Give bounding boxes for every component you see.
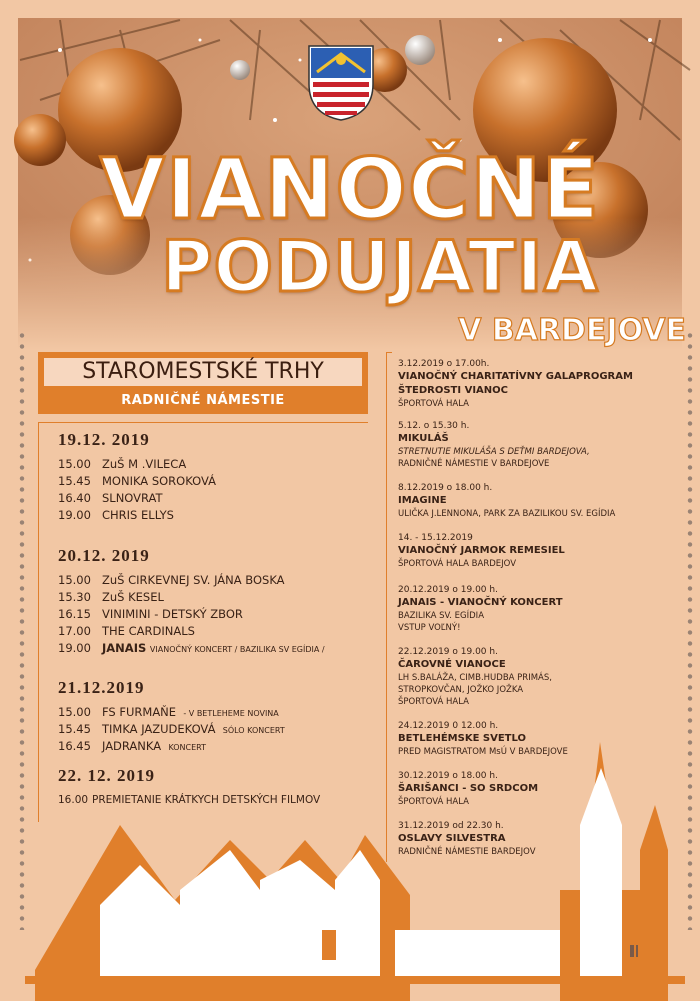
schedule-row — [58, 606, 325, 623]
event-name: MONIKA SOROKOVÁ — [102, 474, 216, 488]
event-time: 15.00 — [58, 705, 91, 719]
day-block — [58, 546, 325, 657]
title-line-2: PODUJATIA — [161, 226, 599, 308]
event-time: 15.45 — [58, 722, 91, 736]
town-skyline-illustration — [0, 730, 700, 1001]
event-when: 20.12.2019 o 19.00 h. — [398, 585, 498, 595]
event-note: SÓLO KONCERT — [222, 726, 285, 735]
bardejov-coat-of-arms — [305, 42, 377, 122]
event-item — [398, 358, 678, 410]
event-item — [398, 584, 678, 634]
event-when: 22.12.2019 o 19.00 h. — [398, 647, 498, 657]
event-time: 15.00 — [58, 457, 91, 471]
event-name: TIMKA JAZUDEKOVÁ — [102, 722, 216, 736]
event-note: - V BETLEHEME NOVINA — [183, 709, 279, 718]
event-when: 5.12. o 15.30 h. — [398, 421, 470, 431]
event-where: STRETNUTIE MIKULÁŠA S DEŤMI BARDEJOVA, — [398, 447, 590, 457]
event-where: BAZILIKA SV. EGÍDIA — [398, 611, 485, 621]
event-where-2: VSTUP VOĽNÝ! — [398, 623, 461, 633]
event-where-2: RADNIČNÉ NÁMESTIE V BARDEJOVE — [398, 459, 550, 469]
schedule-row — [58, 490, 216, 507]
schedule-row — [58, 456, 216, 473]
event-where-2: STROPKOVČAN, JOŽKO JOŽKA — [398, 685, 524, 695]
staromestske-trhy-section — [38, 352, 368, 806]
event-when: 31.12.2019 od 22.30 h. — [398, 821, 504, 831]
event-name: JADRANKA — [102, 739, 162, 753]
title-line-1: VIANOČNÉ — [99, 140, 601, 238]
event-title: BETLEHÉMSKE SVETLO — [398, 733, 527, 744]
event-item — [398, 482, 678, 520]
event-where: ULIČKA J.LENNONA, PARK ZA BAZILIKOU SV. EGÍDIA — [398, 509, 616, 519]
schedule-row — [58, 572, 325, 589]
schedule-row — [58, 507, 216, 524]
event-when: 24.12.2019 0 12.00 h. — [398, 721, 499, 731]
event-name: JANAIS — [102, 641, 147, 655]
event-title: OSLAVY SILVESTRA — [398, 833, 506, 844]
title-line-3: V BARDEJOVE — [458, 313, 686, 348]
event-name: VINIMINI - DETSKÝ ZBOR — [102, 607, 243, 621]
event-where: PRED MAGISTRATOM MsÚ V BARDEJOVE — [398, 747, 568, 757]
event-name: THE CARDINALS — [102, 624, 195, 638]
trhy-header-box — [38, 352, 368, 414]
event-title: ŠARIŠANCI - SO SRDCOM — [398, 783, 539, 794]
day-date: 19.12. 2019 — [58, 430, 150, 449]
event-title-2: ŠTEDROSTI VIANOC — [398, 385, 508, 396]
event-where: ŠPORTOVÁ HALA — [398, 399, 469, 409]
event-time: 19.00 — [58, 508, 91, 522]
day-date: 20.12. 2019 — [58, 546, 150, 565]
event-title: MIKULÁŠ — [398, 433, 449, 444]
event-time: 17.00 — [58, 624, 91, 638]
event-note: KONCERT — [168, 743, 207, 752]
event-item — [398, 532, 678, 570]
event-name: ZuŠ M .VILECA — [102, 457, 187, 471]
trhy-subtitle: RADNIČNÉ NÁMESTIE — [121, 393, 285, 408]
event-where: ŠPORTOVÁ HALA — [398, 797, 469, 807]
event-time: 16.00 — [58, 794, 89, 806]
event-title: VIANOČNÝ CHARITATÍVNY GALAPROGRAM — [398, 371, 633, 382]
event-name: PREMIETANIE KRÁTKYCH DETSKÝCH FILMOV — [92, 794, 321, 806]
event-name: ZuŠ CIRKEVNEJ SV. JÁNA BOSKA — [102, 573, 285, 587]
event-time: 16.40 — [58, 491, 91, 505]
event-time: 15.00 — [58, 573, 91, 587]
event-item — [398, 646, 678, 708]
event-time: 19.00 — [58, 641, 91, 655]
event-time: 16.45 — [58, 739, 91, 753]
event-where: ŠPORTOVÁ HALA BARDEJOV — [398, 559, 517, 569]
event-title: ČAROVNÉ VIANOCE — [398, 659, 506, 670]
event-when: 30.12.2019 o 18.00 h. — [398, 771, 498, 781]
day-date: 21.12.2019 — [58, 678, 145, 697]
day-block — [58, 430, 216, 524]
schedule-row — [58, 623, 325, 640]
schedule-row — [58, 640, 325, 657]
event-title: VIANOČNÝ JARMOK REMESIEL — [398, 545, 565, 556]
event-where: RADNIČNÉ NÁMESTIE BARDEJOV — [398, 847, 536, 857]
event-item — [398, 420, 678, 470]
event-name: CHRIS ELLYS — [102, 508, 174, 522]
schedule-row — [58, 473, 216, 490]
event-title: JANAIS - VIANOČNÝ KONCERT — [398, 597, 563, 608]
event-note: VIANOČNÝ KONCERT / BAZILIKA SV EGÍDIA / — [149, 645, 325, 654]
event-name: ZuŠ KESEL — [102, 590, 164, 604]
trhy-title: STAROMESTSKÉ TRHY — [44, 358, 362, 386]
event-where: LH S.BALÁŽA, CIMB.HUDBA PRIMÁS, — [398, 673, 552, 683]
schedule-row — [58, 704, 285, 721]
event-name: FS FURMAŇE — [102, 705, 177, 719]
event-where-3: ŠPORTOVÁ HALA — [398, 697, 469, 707]
event-when: 8.12.2019 o 18.00 h. — [398, 483, 493, 493]
event-name: SLNOVRAT — [102, 491, 163, 505]
event-time: 15.45 — [58, 474, 91, 488]
event-time: 15.30 — [58, 590, 91, 604]
event-time: 16.15 — [58, 607, 91, 621]
schedule-row — [58, 589, 325, 606]
event-when: 3.12.2019 o 17.00h. — [398, 359, 490, 369]
day-date: 22. 12. 2019 — [58, 766, 155, 785]
event-when: 14. - 15.12.2019 — [398, 533, 473, 543]
event-title: IMAGINE — [398, 495, 447, 506]
